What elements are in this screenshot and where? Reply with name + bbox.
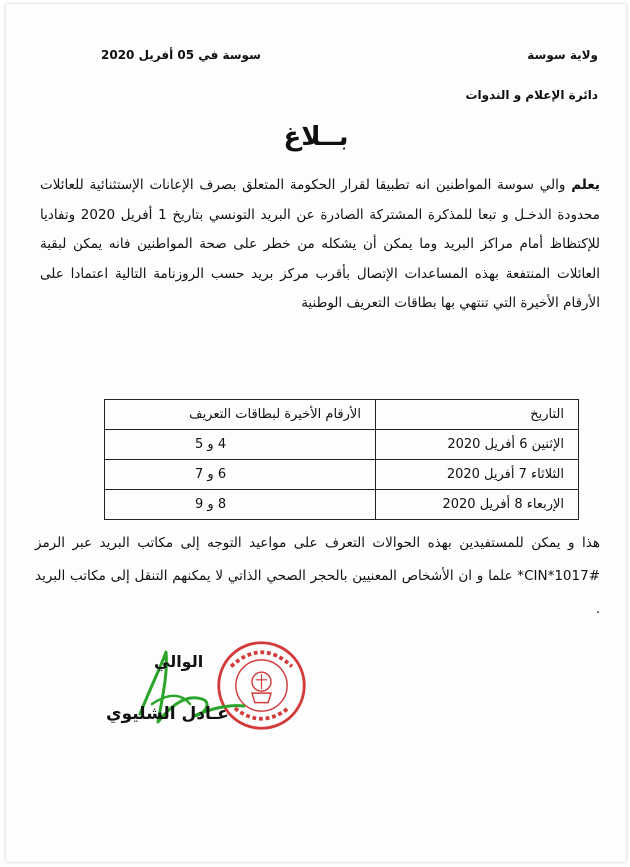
table-row (105, 490, 579, 520)
header-date: التاريخ (375, 400, 578, 430)
department-name: دائرة الإعلام و الندوات (465, 88, 598, 102)
document-page (6, 4, 626, 862)
row-digits: 6 و 7 (105, 460, 376, 490)
body-text: والي سوسة المواطنين انه تطبيقا لقرار الحكومة المتعلق بصرف الإعانات الإستثنائية للعائلات محدودة الدخـل و تبعا للمذكرة المشتركة الصادرة عن البريد التونسي بتاريخ 1 أفريل 2020 وتفاديا للإكتظاظ أمام مراكز البريد وما يمكن أن يشكله من خطر على صحة المواطنين فانه يمكن لبقية العائلات المنتفعة بهذه المساعدات الإتصال بأقرب مركز بريد حسب الروزنامة التالية اعتمادا على الأرقام الأخيرة التي تنتهي بها بطاقات التعريف الوطنية (40, 177, 600, 311)
header-id-digits: الأرقام الأخيرة لبطاقات التعريف (105, 400, 376, 430)
table-row (105, 460, 579, 490)
row-digits: 8 و 9 (105, 490, 376, 520)
governorate-name: ولاية سوسة (527, 48, 598, 62)
schedule-table (104, 399, 579, 520)
table-row (105, 430, 579, 460)
document-title: بــلاغ (283, 122, 349, 152)
row-date: الإثنين 6 أفريل 2020 (375, 430, 578, 460)
body-lead-word: يعلم (571, 177, 600, 193)
signatory-name: عـادل الشليوي (106, 704, 229, 724)
row-date: الثلاثاء 7 أفريل 2020 (375, 460, 578, 490)
row-date: الإربعاء 8 أفريل 2020 (375, 490, 578, 520)
closing-paragraph: هذا و يمكن للمستفيدين بهذه الحوالات التعرف على مواعيد التوجه إلى مكاتب البريد عبر الرمز #CIN*1017* علما و ان الأشخاص المعنيين بالحجر الصحي الذاتي لا يمكنهم التنقل إلى مكاتب البريد . (35, 535, 600, 617)
signatory-title: الوالي (154, 652, 204, 671)
table-header-row (105, 400, 579, 430)
row-digits: 4 و 5 (105, 430, 376, 460)
announcement-body (40, 171, 600, 319)
place-date: سوسة في 05 أفريل 2020 (101, 48, 261, 62)
